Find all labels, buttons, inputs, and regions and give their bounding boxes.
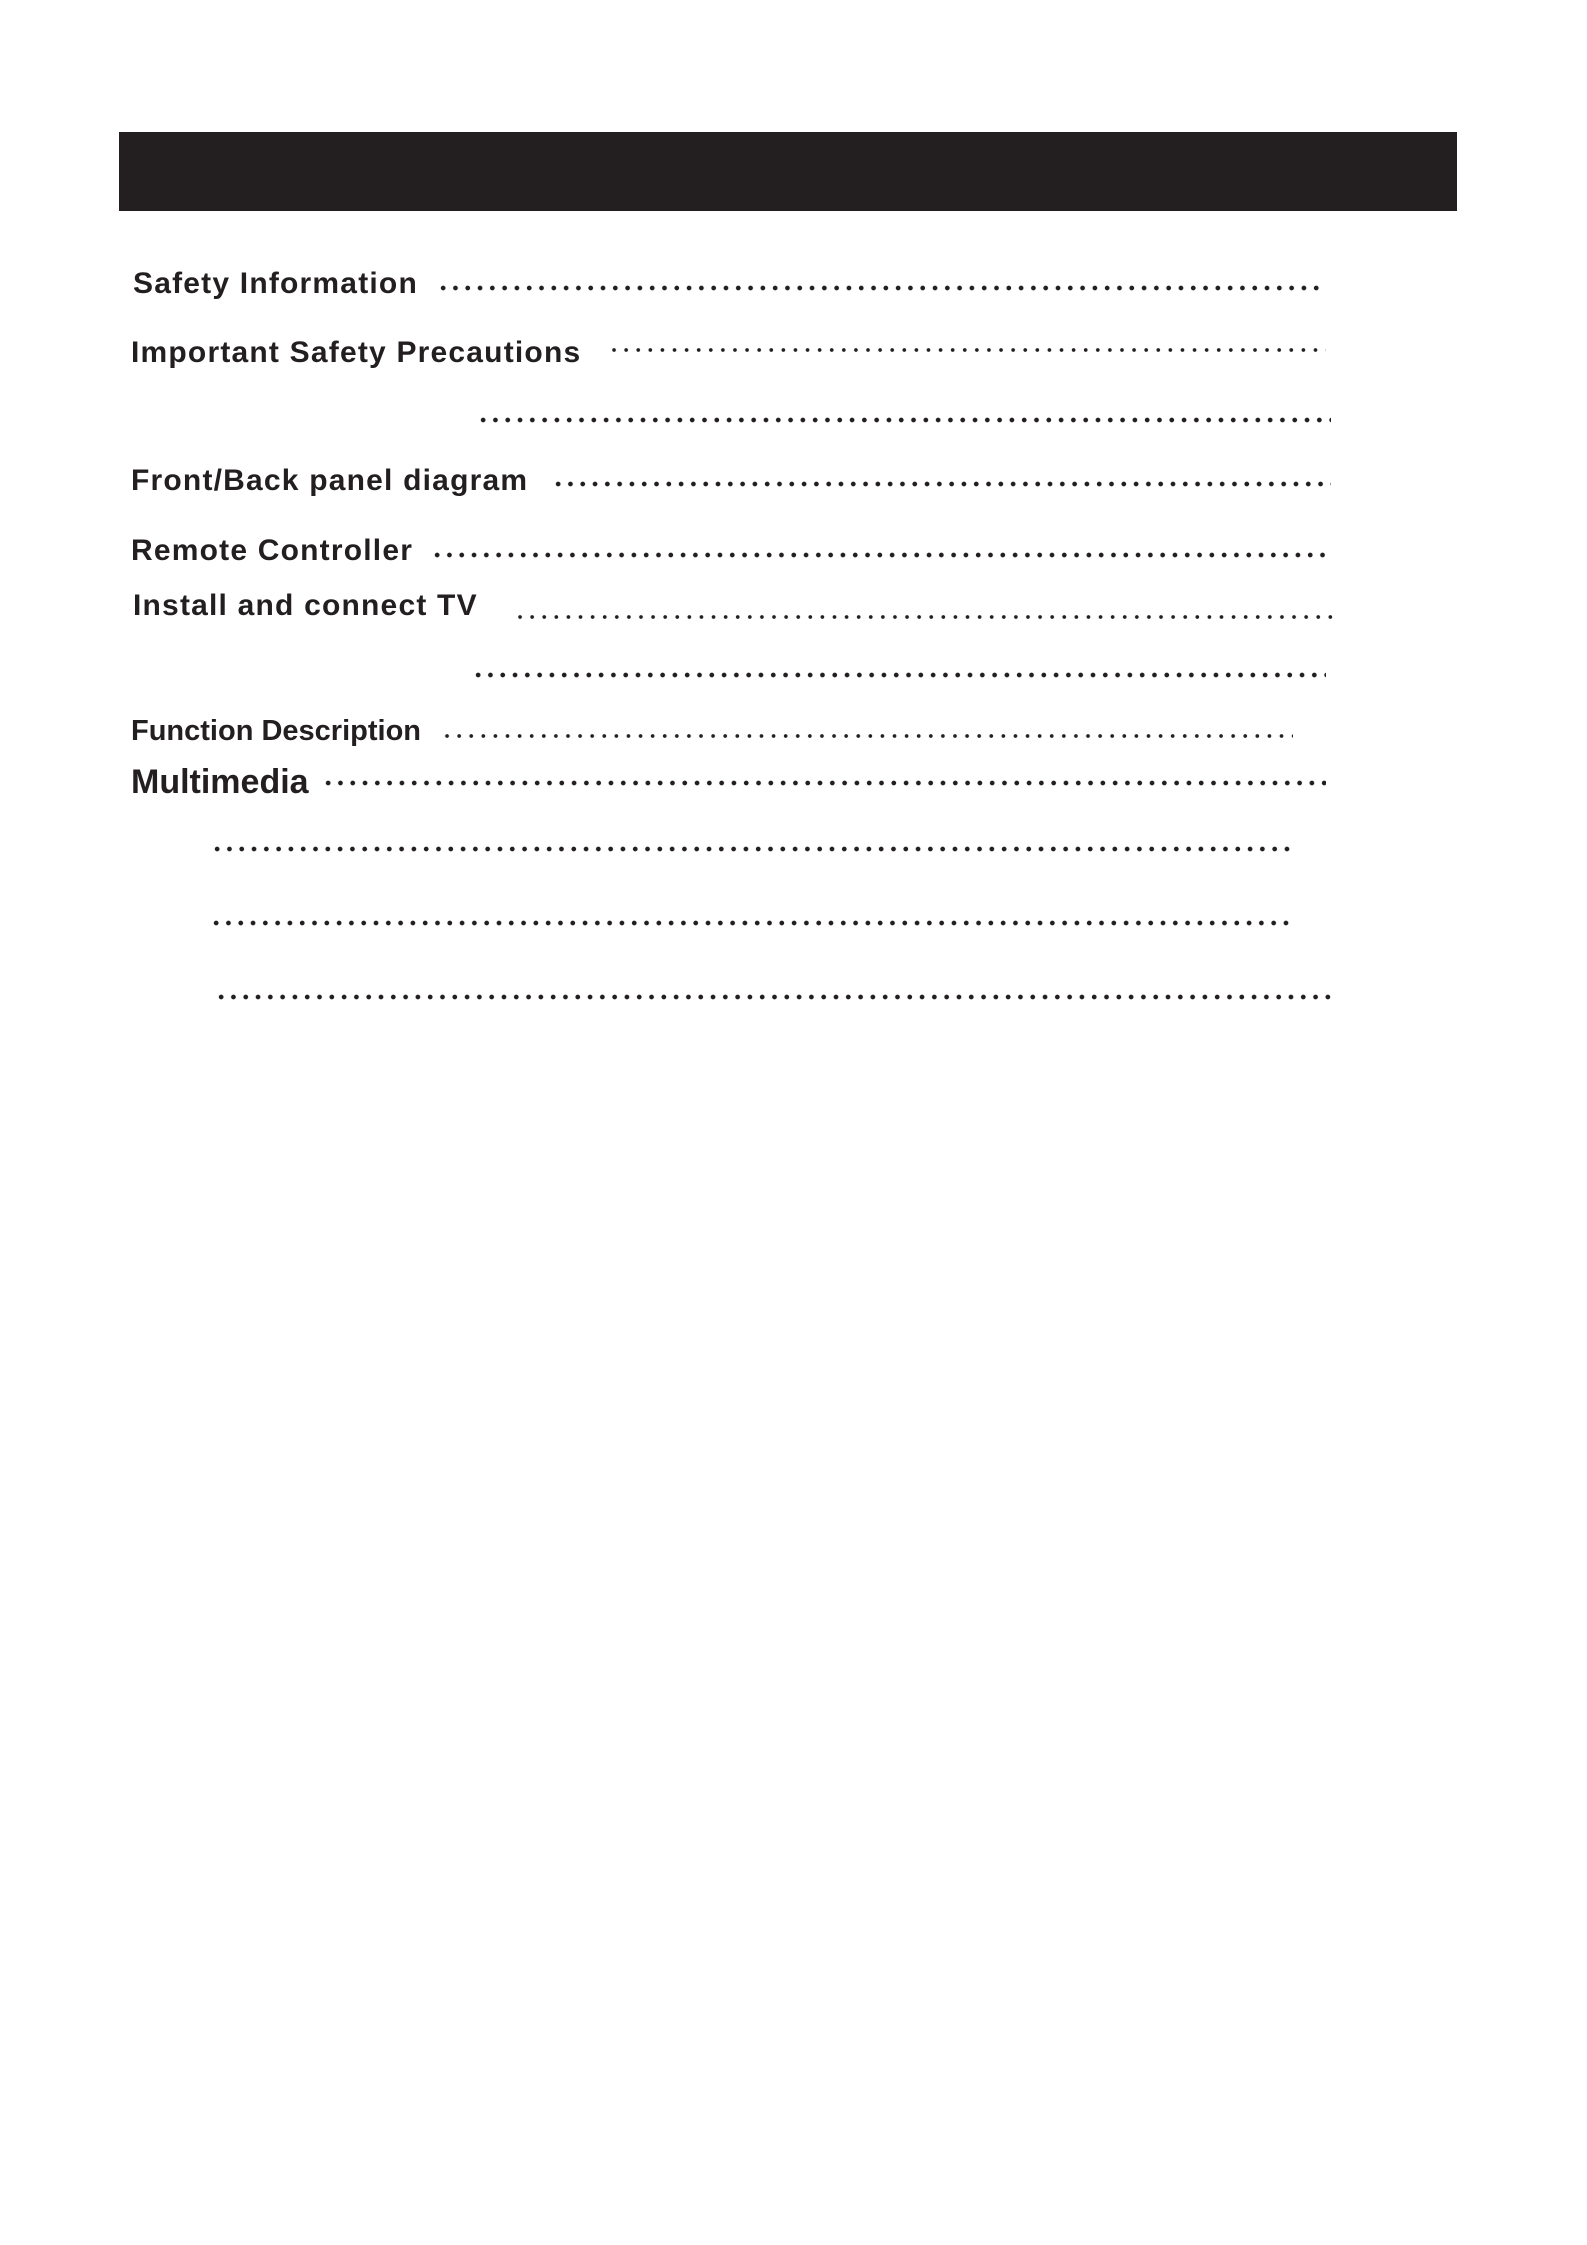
dot-leader — [441, 733, 1293, 739]
dot-leader — [552, 481, 1331, 487]
toc-entry-label: Safety Information — [133, 267, 418, 300]
toc-entry-label: Function Description — [131, 715, 421, 747]
toc-entry-label: Multimedia — [131, 763, 309, 801]
toc-entry-label: Install and connect TV — [133, 589, 478, 622]
header-bar — [119, 132, 1457, 211]
dot-leader — [437, 285, 1323, 291]
dot-leader — [472, 672, 1326, 678]
dot-leader — [477, 417, 1331, 423]
dot-leader — [210, 920, 1293, 926]
dot-leader — [215, 994, 1331, 1000]
toc-entry-label: Front/Back panel diagram — [131, 464, 529, 497]
dot-leader — [211, 846, 1294, 852]
toc-entry-label: Important Safety Precautions — [131, 336, 582, 369]
dot-leader — [322, 780, 1326, 786]
toc-entry-label: Remote Controller — [131, 534, 414, 567]
dot-leader — [514, 614, 1335, 620]
dot-leader — [608, 347, 1326, 353]
dot-leader — [431, 552, 1331, 558]
